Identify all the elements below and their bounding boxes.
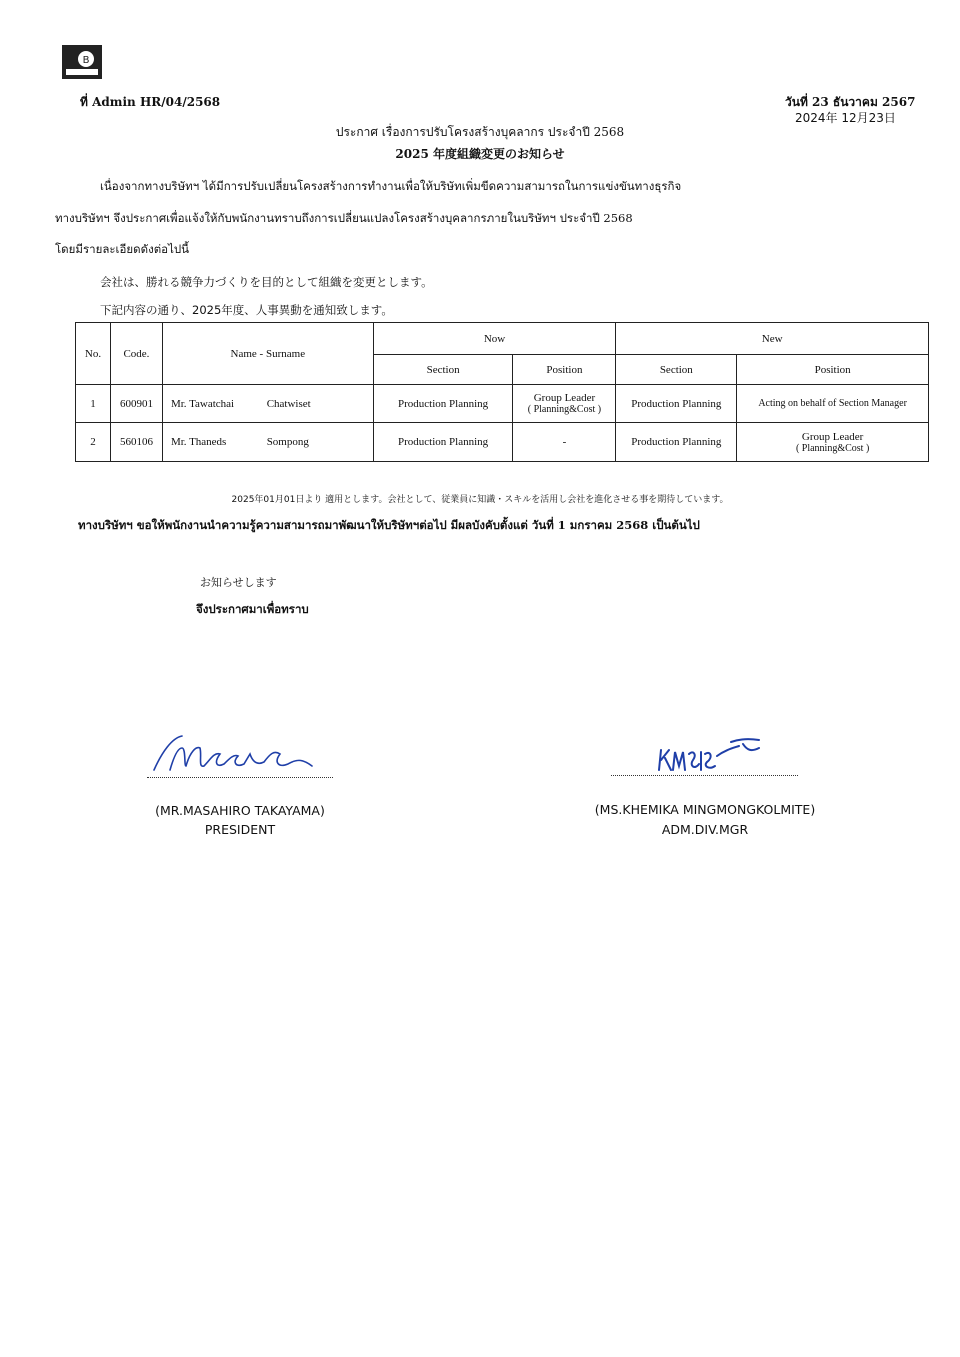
position-main: Acting on behalf of Section Manager	[758, 398, 907, 409]
cell-now-position: -	[513, 423, 616, 462]
cell-new-position	[737, 385, 929, 423]
title-japanese: 2025 年度組織変更のお知らせ	[395, 147, 565, 161]
cell-new-section: Production Planning	[616, 423, 737, 462]
cell-new-section: Production Planning	[616, 385, 737, 423]
header-now-section: Section	[373, 355, 513, 385]
closing-thai: จึงประกาศมาเพื่อทราบ	[196, 602, 309, 616]
first-name: Mr. Thaneds	[170, 436, 227, 448]
signature-president	[148, 732, 318, 776]
header-new: New	[616, 323, 929, 355]
signature-line	[147, 777, 333, 778]
last-name: Sompong	[266, 436, 309, 448]
table-row	[76, 385, 929, 423]
cell-code: 560106	[110, 423, 162, 462]
header-name: Name - Surname	[162, 323, 373, 385]
signature-manager	[655, 736, 765, 774]
cell-no: 1	[76, 385, 111, 423]
date-thai: วันที่ 23 ธันวาคม 2567	[785, 95, 916, 109]
company-logo	[62, 45, 102, 79]
cell-now-position	[513, 385, 616, 423]
header-new-section: Section	[616, 355, 737, 385]
cell-no: 2	[76, 423, 111, 462]
japanese-line-1: 会社は、勝れる競争力づくりを目的として組織を変更とします。	[100, 275, 433, 289]
signatory-name: (MS.KHEMIKA MINGMONGKOLMITE)	[594, 802, 816, 817]
position-main: Group Leader	[801, 430, 864, 443]
personnel-table	[75, 322, 929, 462]
header-code: Code.	[110, 323, 162, 385]
closing-japanese: お知らせします	[200, 576, 277, 589]
table-row	[76, 423, 929, 462]
cell-now-section: Production Planning	[373, 385, 513, 423]
japanese-effective-note: 2025年01月01日より 適用とします。会社として、従業員に知識・スキルを活用し会社を進化させる事を期待しています。	[231, 495, 729, 505]
signatory-title: PRESIDENT	[204, 822, 276, 837]
japanese-line-2: 下記内容の通り、2025年度、人事異動を通知致します。	[100, 303, 393, 317]
position-sub: ( Planning&Cost )	[527, 404, 602, 415]
header-no: No.	[76, 323, 111, 385]
position-sub: ( Planning&Cost )	[795, 442, 870, 454]
signatory-title: ADM.DIV.MGR	[661, 822, 749, 837]
position-main: Group Leader	[533, 392, 596, 404]
paragraph-2: ทางบริษัทฯ จึงประกาศเพื่อแจ้งให้กับพนักงานทราบถึงการเปลี่ยนแปลงโครงสร้างบุคลากรภายในบริษัทฯ ประจำปี 2568	[55, 211, 633, 225]
signature-line	[611, 775, 798, 776]
reference-number: ที่ Admin HR/04/2568	[80, 95, 221, 109]
cell-new-position	[737, 423, 929, 462]
thai-effective-note: ทางบริษัทฯ ขอให้พนักงานนำความรู้ความสามารถมาพัฒนาให้บริษัทฯต่อไป มีผลบังคับตั้งแต่ วันที่ 1 มกราคม 2568 เป็นต้นไป	[78, 518, 700, 532]
header-now-position: Position	[513, 355, 616, 385]
cell-now-section: Production Planning	[373, 423, 513, 462]
header-now: Now	[373, 323, 616, 355]
cell-name	[162, 423, 373, 462]
date-japanese: 2024年 12月23日	[795, 111, 896, 125]
last-name: Chatwiset	[266, 397, 311, 410]
header-new-position: Position	[737, 355, 929, 385]
signatory-name: (MR.MASAHIRO TAKAYAMA)	[155, 803, 325, 818]
first-name: Mr. Tawatchai	[170, 397, 235, 410]
paragraph-1: เนื่องจากทางบริษัทฯ ได้มีการปรับเปลี่ยนโครงสร้างการทำงานเพื่อให้บริษัทเพิ่มขีดความสามารถในการแข่งขันทางธุรกิจ	[100, 179, 682, 193]
cell-name	[162, 385, 373, 423]
logo-letter: B	[82, 55, 90, 66]
paragraph-3: โดยมีรายละเอียดดังต่อไปนี้	[55, 242, 190, 256]
cell-code: 600901	[110, 385, 162, 423]
title-thai: ประกาศ เรื่องการปรับโครงสร้างบุคลากร ประจำปี 2568	[335, 125, 625, 139]
